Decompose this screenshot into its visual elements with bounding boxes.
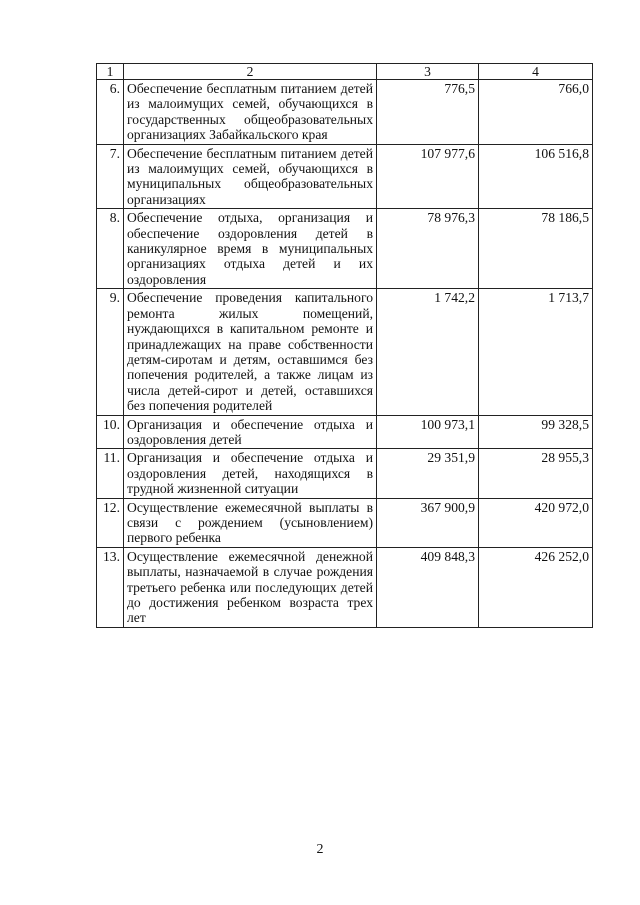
table-row [97, 144, 593, 209]
table-row [97, 80, 593, 145]
row-number: 8. [97, 209, 124, 289]
table-row [97, 547, 593, 627]
row-description: Обеспечение отдыха, организация и обеспечение оздоровления детей в каникулярное время в муниципальных организациях отдыха детей и их оздоровления [124, 209, 377, 289]
row-value-col4: 420 972,0 [479, 498, 593, 547]
row-value-col3: 776,5 [377, 80, 479, 145]
row-value-col3: 100 973,1 [377, 415, 479, 449]
row-value-col4: 28 955,3 [479, 449, 593, 498]
row-value-col4: 766,0 [479, 80, 593, 145]
row-description: Обеспечение бесплатным питанием детей из малоимущих семей, обучающихся в муниципальных общеобразовательных организациях [124, 144, 377, 209]
row-description: Организация и обеспечение отдыха и оздоровления детей [124, 415, 377, 449]
row-description: Организация и обеспечение отдыха и оздоровления детей, находящихся в трудной жизненной ситуации [124, 449, 377, 498]
row-description: Осуществление ежемесячной выплаты в связи с рождением (усыновлением) первого ребенка [124, 498, 377, 547]
row-number: 6. [97, 80, 124, 145]
column-header-4: 4 [479, 64, 593, 80]
row-value-col3: 409 848,3 [377, 547, 479, 627]
table-row [97, 415, 593, 449]
table-row [97, 209, 593, 289]
row-value-col4: 78 186,5 [479, 209, 593, 289]
row-description: Обеспечение бесплатным питанием детей из малоимущих семей, обучающихся в государственных общеобразовательных организациях Забайкальского края [124, 80, 377, 145]
row-value-col4: 99 328,5 [479, 415, 593, 449]
column-header-3: 3 [377, 64, 479, 80]
row-value-col4: 1 713,7 [479, 289, 593, 415]
column-header-1: 1 [97, 64, 124, 80]
row-value-col3: 29 351,9 [377, 449, 479, 498]
row-number: 9. [97, 289, 124, 415]
row-value-col3: 1 742,2 [377, 289, 479, 415]
row-number: 7. [97, 144, 124, 209]
row-number: 12. [97, 498, 124, 547]
row-number: 13. [97, 547, 124, 627]
row-value-col3: 107 977,6 [377, 144, 479, 209]
page-number: 2 [316, 842, 324, 857]
table-row [97, 449, 593, 498]
row-value-col4: 106 516,8 [479, 144, 593, 209]
row-description: Осуществление ежемесячной денежной выплаты, назначаемой в случае рождения третьего ребенка или последующих детей до достижения ребенком возраста трех лет [124, 547, 377, 627]
row-number: 10. [97, 415, 124, 449]
row-description: Обеспечение проведения капитального ремонта жилых помещений, нуждающихся в капитальном ремонте и принадлежащих на праве собственности детям-сиротам и детям, оставшимся без попечения родителей, а также лицам из числа детей-сирот и детей, оставшихся без попечения родителей [124, 289, 377, 415]
column-header-2: 2 [124, 64, 377, 80]
row-value-col3: 78 976,3 [377, 209, 479, 289]
table-row [97, 289, 593, 415]
table-header-row [97, 64, 593, 80]
table-row [97, 498, 593, 547]
row-value-col4: 426 252,0 [479, 547, 593, 627]
row-value-col3: 367 900,9 [377, 498, 479, 547]
row-number: 11. [97, 449, 124, 498]
budget-table [96, 63, 593, 628]
